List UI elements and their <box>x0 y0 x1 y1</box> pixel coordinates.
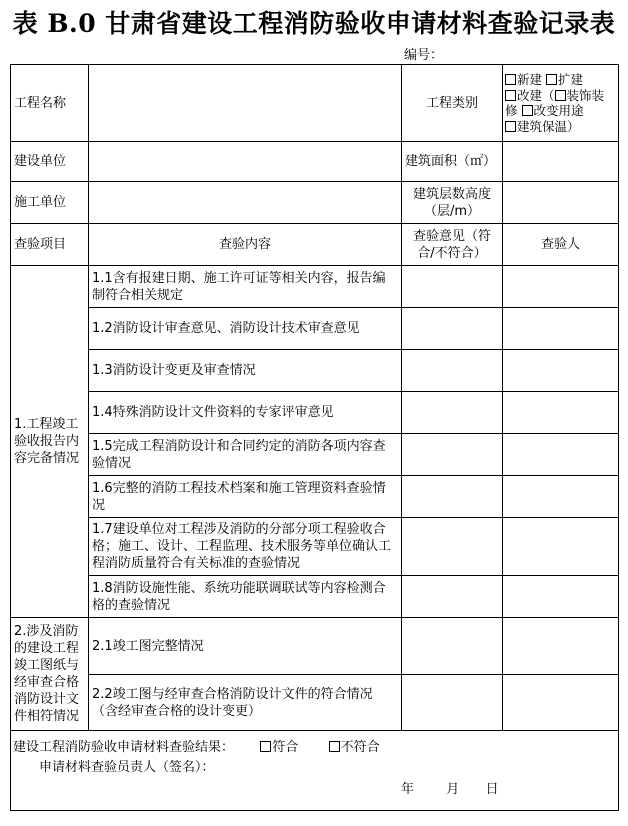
date-line <box>401 781 499 798</box>
result-pass-label: 符合 <box>272 740 299 755</box>
opinion-cell[interactable] <box>402 434 503 476</box>
serial-number-label: 编号： <box>404 48 444 63</box>
checkbox-new[interactable] <box>505 74 516 85</box>
check-item-1-3: 1.3消防设计变更及审查情况 <box>89 350 402 392</box>
column-header-inspector: 查验人 <box>503 224 619 266</box>
check-item-1-5: 1.5完成工程消防设计和合同约定的消防各项内容查验情况 <box>89 434 402 476</box>
inspector-cell[interactable] <box>503 675 619 731</box>
check-item-1-2: 1.2消防设计审查意见、消防设计技术审查意见 <box>89 308 402 350</box>
column-header-opinion: 查验意见（符合/不符合） <box>402 224 503 266</box>
column-header-item: 查验项目 <box>11 224 89 266</box>
inspector-cell[interactable] <box>503 350 619 392</box>
result-line <box>13 739 380 756</box>
result-section <box>11 731 619 811</box>
checkbox-fail[interactable] <box>329 741 340 752</box>
inspector-cell[interactable] <box>503 518 619 576</box>
checkbox-expand[interactable] <box>546 74 557 85</box>
section-1-label: 1.工程竣工验收报告内容完备情况 <box>11 266 89 618</box>
project-name-value[interactable] <box>89 65 402 142</box>
check-item-2-1: 2.1竣工图完整情况 <box>89 618 402 675</box>
check-item-1-7: 1.7建设单位对工程涉及消防的分部分项工程验收合格；施工、设计、工程监理、技术服务等单位确认工程消防质量符合有关标准的查验情况 <box>89 518 402 576</box>
result-label: 建设工程消防验收申请材料查验结果： <box>13 740 235 755</box>
opinion-cell[interactable] <box>402 675 503 731</box>
check-item-1-6: 1.6完整的消防工程技术档案和施工管理资料查验情况 <box>89 476 402 518</box>
opinion-cell[interactable] <box>402 392 503 434</box>
inspector-cell[interactable] <box>503 576 619 618</box>
checkbox-change-use[interactable] <box>522 105 533 116</box>
result-fail-label: 不符合 <box>340 740 380 755</box>
inspector-cell[interactable] <box>503 434 619 476</box>
checkbox-decoration[interactable] <box>555 90 566 101</box>
inspector-cell[interactable] <box>503 392 619 434</box>
building-area-label: 建筑面积（㎡） <box>402 142 503 182</box>
floors-height-value[interactable] <box>503 182 619 224</box>
project-type-options: 新建 扩建 改建（ 装饰装修 改变用途 建筑保温） <box>503 65 619 142</box>
check-item-1-8: 1.8消防设施性能、系统功能联调联试等内容检测合格的查验情况 <box>89 576 402 618</box>
project-type-label: 工程类别 <box>402 65 503 142</box>
date-month: 月 <box>446 782 460 797</box>
opinion-cell[interactable] <box>402 618 503 675</box>
check-item-2-2: 2.2竣工图与经审查合格消防设计文件的符合情况（含经审查合格的设计变更） <box>89 675 402 731</box>
building-area-value[interactable] <box>503 142 619 182</box>
signer-label: 申请材料查验员责人（签名）： <box>39 760 215 775</box>
opinion-cell[interactable] <box>402 476 503 518</box>
inspector-cell[interactable] <box>503 266 619 308</box>
check-item-1-1: 1.1含有报建日期、施工许可证等相关内容，报告编制符合相关规定 <box>89 266 402 308</box>
check-item-1-4: 1.4特殊消防设计文件资料的专家评审意见 <box>89 392 402 434</box>
contractor-label: 施工单位 <box>11 182 89 224</box>
construction-unit-value[interactable] <box>89 142 402 182</box>
inspector-cell[interactable] <box>503 308 619 350</box>
inspection-record-table <box>10 64 619 811</box>
project-name-label: 工程名称 <box>11 65 89 142</box>
opinion-cell[interactable] <box>402 518 503 576</box>
opinion-cell[interactable] <box>402 576 503 618</box>
opinion-cell[interactable] <box>402 350 503 392</box>
checkbox-pass[interactable] <box>260 741 271 752</box>
inspector-cell[interactable] <box>503 618 619 675</box>
inspector-cell[interactable] <box>503 476 619 518</box>
contractor-value[interactable] <box>89 182 402 224</box>
floors-height-label: 建筑层数高度（层/m） <box>402 182 503 224</box>
construction-unit-label: 建设单位 <box>11 142 89 182</box>
column-header-content: 查验内容 <box>89 224 402 266</box>
date-year: 年 <box>401 782 415 797</box>
opinion-cell[interactable] <box>402 266 503 308</box>
opinion-cell[interactable] <box>402 308 503 350</box>
checkbox-rebuild[interactable] <box>505 90 516 101</box>
document-title: 表 B.0 甘肃省建设工程消防验收申请材料查验记录表 <box>12 9 616 38</box>
section-2-label: 2.涉及消防的建设工程竣工图纸与经审查合格消防设计文件相符情况 <box>11 618 89 731</box>
date-day: 日 <box>485 782 499 797</box>
checkbox-insulation[interactable] <box>505 121 516 132</box>
